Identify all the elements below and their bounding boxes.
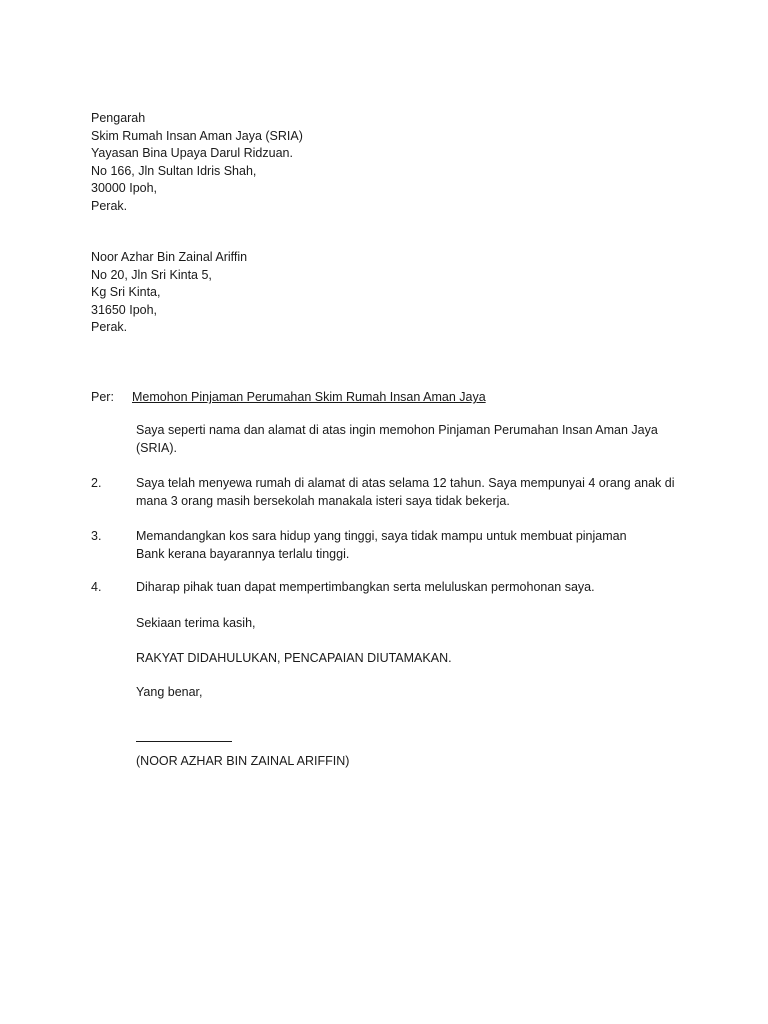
- signature-line: [136, 741, 232, 742]
- sender-line: Noor Azhar Bin Zainal Ariffin: [91, 250, 248, 264]
- closing-motto: RAKYAT DIDAHULUKAN, PENCAPAIAN DIUTAMAKAN.: [136, 651, 452, 665]
- recipient-line: 30000 Ipoh,: [91, 181, 158, 195]
- paragraph-number: 3.: [91, 529, 102, 543]
- paragraph-4: [136, 579, 696, 597]
- paragraph-line: Bank kerana bayarannya terlalu tinggi.: [136, 546, 350, 561]
- subject-label: Per:: [91, 390, 114, 404]
- recipient-line: Yayasan Bina Upaya Darul Ridzuan.: [91, 146, 293, 160]
- paragraph-line: (SRIA).: [136, 440, 177, 455]
- closing-thanks: Sekiaan terima kasih,: [136, 616, 256, 630]
- signature-name: (NOOR AZHAR BIN ZAINAL ARIFFIN): [136, 754, 350, 768]
- subject-title: Memohon Pinjaman Perumahan Skim Rumah Insan Aman Jaya: [132, 390, 486, 404]
- sender-line: Kg Sri Kinta,: [91, 285, 161, 299]
- sender-line: Perak.: [91, 320, 128, 334]
- sender-address: [91, 249, 247, 337]
- recipient-line: Perak.: [91, 198, 128, 213]
- recipient-line: No 166, Jln Sultan Idris Shah,: [91, 163, 257, 178]
- paragraph-number: 4.: [91, 580, 102, 594]
- paragraph-line: Saya seperti nama dan alamat di atas ingin memohon Pinjaman Perumahan Insan Aman Jaya: [136, 423, 658, 437]
- paragraph-line: Diharap pihak tuan dapat mempertimbangkan serta meluluskan permohonan saya.: [136, 580, 595, 594]
- paragraph-line: mana 3 orang masih bersekolah manakala isteri saya tidak bekerja.: [136, 493, 510, 508]
- paragraph-1: [136, 422, 696, 457]
- recipient-address: [91, 110, 303, 215]
- recipient-line: Skim Rumah Insan Aman Jaya (SRIA): [91, 128, 303, 143]
- paragraph-line: Saya telah menyewa rumah di alamat di atas selama 12 tahun. Saya mempunyai 4 orang anak di: [136, 476, 675, 490]
- paragraph-line: Memandangkan kos sara hidup yang tinggi, saya tidak mampu untuk membuat pinjaman: [136, 529, 627, 543]
- sender-line: No 20, Jln Sri Kinta 5,: [91, 267, 212, 282]
- closing-regards: Yang benar,: [136, 685, 203, 699]
- paragraph-3: [136, 528, 696, 563]
- paragraph-2: [136, 475, 696, 510]
- sender-line: 31650 Ipoh,: [91, 302, 158, 317]
- recipient-line: Pengarah: [91, 111, 146, 125]
- paragraph-number: 2.: [91, 476, 102, 490]
